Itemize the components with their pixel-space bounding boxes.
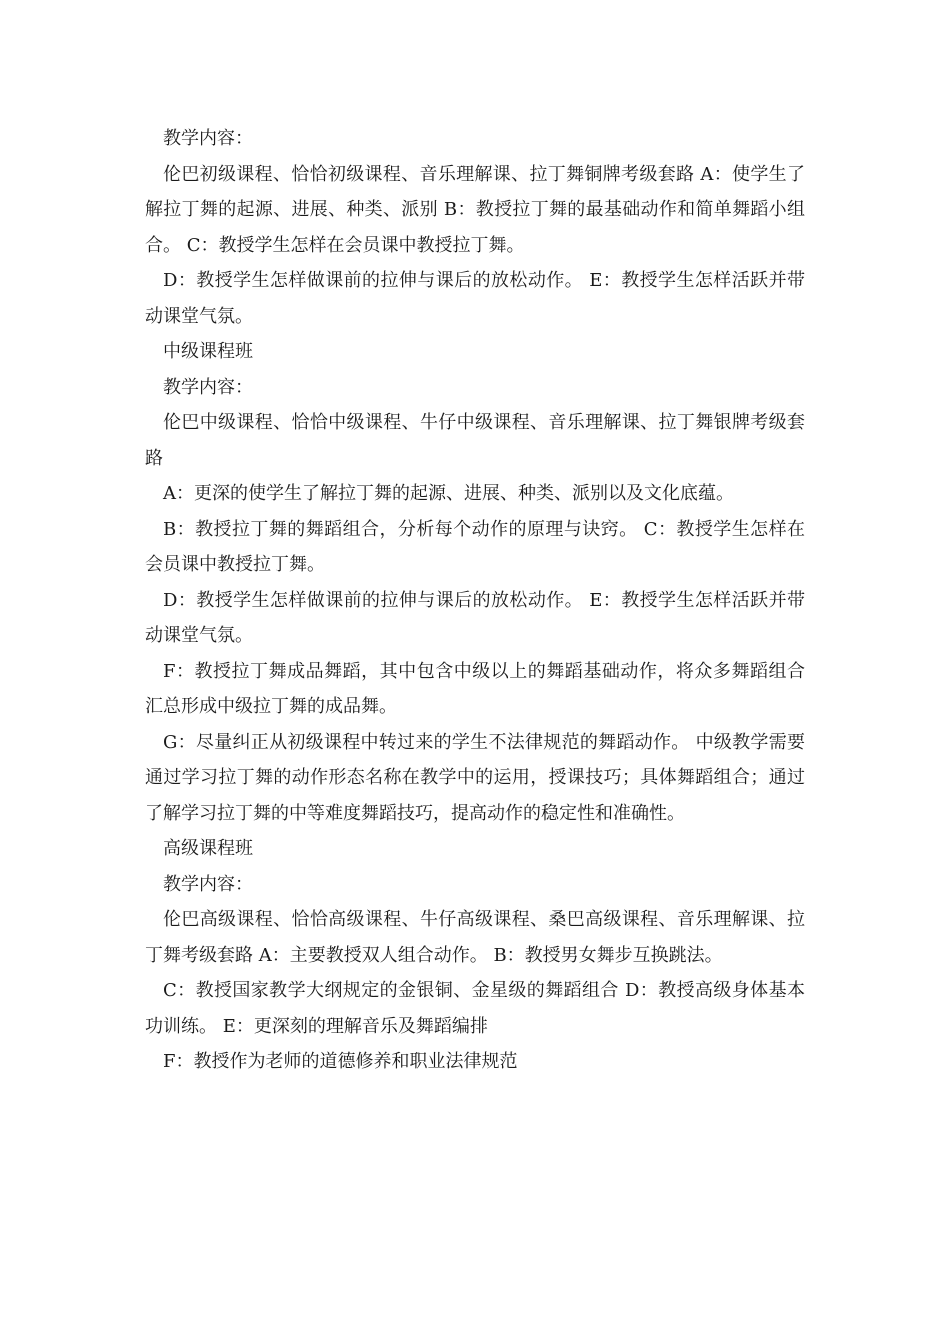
paragraph-teaching-content-label: 教学内容： (163, 128, 253, 149)
paragraph-beginner-d-e: D：教授学生怎样做课前的拉伸与课后的放松动作。 E：教授学生怎样活跃并带动课堂气氛。 (145, 270, 805, 327)
paragraph-intermediate-d-e: D：教授学生怎样做课前的拉伸与课后的放松动作。 E：教授学生怎样活跃并带动课堂气氛。 (145, 589, 805, 646)
document-body (145, 121, 805, 1080)
paragraph-intermediate-g: G：尽量纠正从初级课程中转过来的学生不法律规范的舞蹈动作。 中级教学需要通过学习拉丁舞的动作形态名称在教学中的运用，授课技巧；具体舞蹈组合；通过了解学习拉丁舞的中等难度舞蹈技巧，提高动作的稳定性和准确性。 (145, 731, 805, 824)
heading-advanced-class: 高级课程班 (163, 838, 253, 859)
paragraph-advanced-c-d-e: C：教授国家教学大纲规定的金银铜、金星级的舞蹈组合 D：教授高级身体基本功训练。 E：更深刻的理解音乐及舞蹈编排 (145, 980, 805, 1037)
paragraph-intermediate-b-c: B：教授拉丁舞的舞蹈组合，分析每个动作的原理与诀窍。 C：教授学生怎样在会员课中教授拉丁舞。 (145, 518, 805, 575)
paragraph-teaching-content-label: 教学内容： (163, 376, 253, 398)
paragraph-teaching-content-label: 教学内容： (163, 873, 253, 895)
paragraph-intermediate-f: F：教授拉丁舞成品舞蹈，其中包含中级以上的舞蹈基础动作，将众多舞蹈组合汇总形成中级拉丁舞的成品舞。 (145, 660, 805, 717)
paragraph-intermediate-courses: 伦巴中级课程、恰恰中级课程、牛仔中级课程、音乐理解课、拉丁舞银牌考级套路 (145, 412, 805, 469)
paragraph-beginner-courses: 伦巴初级课程、恰恰初级课程、音乐理解课、拉丁舞铜牌考级套路 A：使学生了解拉丁舞的起源、进展、种类、派别 B：教授拉丁舞的最基础动作和简单舞蹈小组合。 C：教授学生怎样在会员课中教授拉丁舞。 (145, 163, 805, 256)
paragraph-advanced-courses: 伦巴高级课程、恰恰高级课程、牛仔高级课程、桑巴高级课程、音乐理解课、拉丁舞考级套路 A：主要教授双人组合动作。 B：教授男女舞步互换跳法。 (145, 909, 805, 966)
paragraph-advanced-f: F：教授作为老师的道德修养和职业法律规范 (163, 1051, 518, 1072)
paragraph-intermediate-a: A：更深的使学生了解拉丁舞的起源、进展、种类、派别以及文化底蕴。 (163, 483, 734, 504)
heading-intermediate-class: 中级课程班 (163, 341, 253, 362)
